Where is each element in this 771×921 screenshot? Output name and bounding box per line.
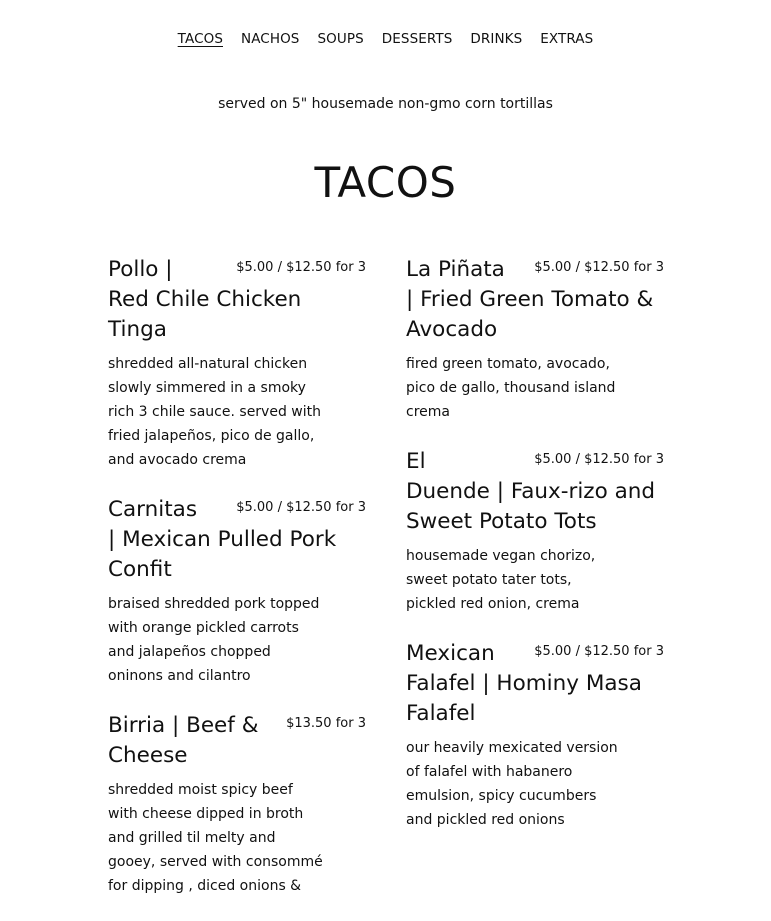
item-description: our heavily mexicated version of falafel with habanero emulsion, spicy cucumbers and pickled red onions (406, 740, 618, 828)
item-name-line1: Birria | Beef & (108, 713, 259, 738)
section-title: TACOS (314, 158, 457, 207)
nav-desserts-link[interactable]: DESSERTS (381, 31, 453, 47)
item-name-rest: Falafel | Hominy Masa Falafel (406, 671, 642, 726)
item-price: $5.00 / $12.50 for 3 (534, 452, 664, 467)
item-price: $5.00 / $12.50 for 3 (534, 260, 664, 275)
nav-extras-link[interactable]: EXTRAS (540, 31, 594, 47)
item-name-line1: Carnitas (108, 497, 198, 522)
item-price: $5.00 / $12.50 for 3 (236, 260, 366, 275)
item-name-line1: El (406, 449, 426, 474)
item-description: braised shredded pork topped with orange pickled carrots and jalapeños chopped oninons and cilantro (108, 596, 320, 684)
category-nav (0, 30, 771, 48)
item-name-line1: Mexican (406, 641, 495, 666)
nav-nachos-link[interactable]: NACHOS (241, 31, 300, 47)
menu-item-birria (108, 711, 366, 898)
item-price: $13.50 for 3 (286, 716, 366, 731)
item-price: $5.00 / $12.50 for 3 (236, 500, 366, 515)
item-description: shredded all-natural chicken slowly simmered in a smoky rich 3 chile sauce. served with fried jalapeños, pico de gallo, and avocado crema (108, 356, 321, 468)
item-name-line1: Pollo | (108, 257, 173, 282)
menu-item-mexican-falafel (406, 639, 664, 832)
nav-tacos-link[interactable]: TACOS (177, 31, 223, 47)
item-name-rest: Red Chile Chicken Tinga (108, 287, 302, 342)
menu-column-left (108, 255, 366, 921)
item-name-rest: | Fried Green Tomato & Avocado (406, 287, 654, 342)
section-subtitle: served on 5" housemade non-gmo corn tortillas (218, 96, 553, 112)
nav-drinks-link[interactable]: DRINKS (470, 31, 523, 47)
item-description: fired green tomato, avocado, pico de gallo, thousand island crema (406, 356, 616, 420)
item-name-line1: La Piñata (406, 257, 505, 282)
menu-column-right (406, 255, 664, 855)
menu-item-el-duende (406, 447, 664, 616)
item-name-rest: Duende | Faux-rizo and Sweet Potato Tots (406, 479, 656, 534)
menu-item-la-pinata (406, 255, 664, 424)
menu-item-carnitas (108, 495, 366, 688)
menu-item-pollo (108, 255, 366, 472)
item-name-rest: Cheese (108, 743, 188, 768)
item-description: housemade vegan chorizo, sweet potato tater tots, pickled red onion, crema (406, 548, 596, 612)
item-price: $5.00 / $12.50 for 3 (534, 644, 664, 659)
item-name-rest: | Mexican Pulled Pork Confit (108, 527, 337, 582)
item-description: shredded moist spicy beef with cheese dipped in broth and grilled til melty and gooey, served with consommé for dipping , diced onions & (108, 782, 323, 894)
nav-soups-link[interactable]: SOUPS (317, 31, 364, 47)
